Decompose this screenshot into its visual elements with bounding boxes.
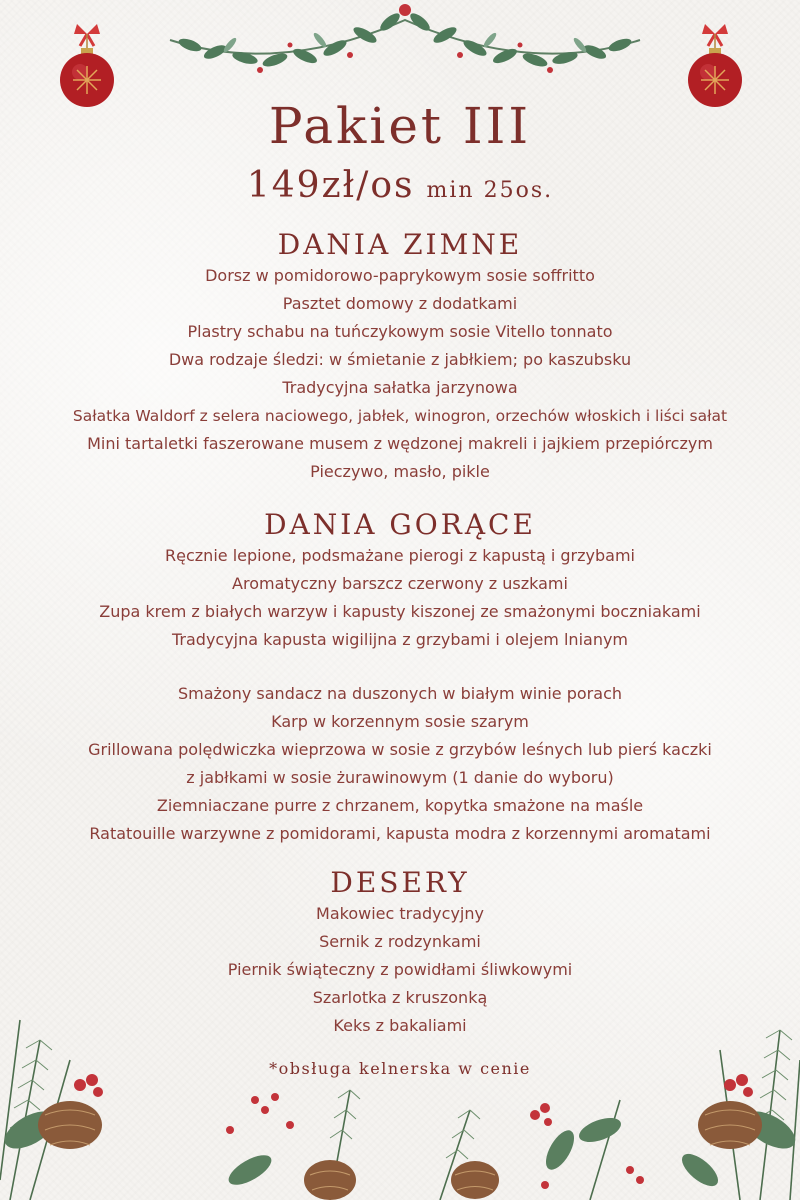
dish-item: Dorsz w pomidorowo-paprykowym sosie soffritto bbox=[205, 266, 595, 285]
dish-item: Keks z bakaliami bbox=[333, 1016, 467, 1035]
dish-item: Makowiec tradycyjny bbox=[316, 904, 484, 923]
dish-item: Plastry schabu na tuńczykowym sosie Vitello tonnato bbox=[187, 322, 613, 341]
dish-item: Karp w korzennym sosie szarym bbox=[271, 712, 529, 731]
dish-item: Smażony sandacz na duszonych w białym winie porach bbox=[177, 684, 622, 703]
dish-item: Ziemniaczane purre z chrzanem, kopytka smażone na maśle bbox=[156, 796, 644, 815]
dish-item: Ratatouille warzywne z pomidorami, kapusta modra z korzennymi aromatami bbox=[89, 824, 711, 843]
spacer bbox=[0, 654, 800, 680]
dish-list bbox=[0, 262, 800, 486]
dish-list bbox=[0, 542, 800, 848]
dish-item: Zupa krem z białych warzyw i kapusty kiszonej ze smażonymi boczniakami bbox=[99, 602, 701, 621]
price-row bbox=[0, 165, 800, 206]
section-cold-dishes bbox=[0, 228, 800, 486]
page-title: Pakiet III bbox=[268, 97, 532, 155]
dish-item: z jabłkami w sosie żurawinowym (1 danie do wyboru) bbox=[186, 768, 614, 787]
section-hot-dishes bbox=[0, 508, 800, 848]
dish-item: Sałatka Waldorf z selera naciowego, jabłek, winogron, orzechów włoskich i liści sałat bbox=[72, 407, 728, 425]
foliage-icon bbox=[0, 1000, 800, 1200]
section-heading: DESERY bbox=[330, 866, 470, 899]
section-heading: DANIA ZIMNE bbox=[277, 228, 523, 261]
dish-item: Pieczywo, masło, pikle bbox=[310, 462, 490, 481]
price-per-person: 149zł/os bbox=[246, 165, 415, 206]
dish-item: Tradycyjna sałatka jarzynowa bbox=[282, 378, 518, 397]
section-heading: DANIA GORĄCE bbox=[264, 508, 536, 541]
dish-item: Aromatyczny barszcz czerwony z uszkami bbox=[232, 574, 568, 593]
dish-item: Sernik z rodzynkami bbox=[319, 932, 481, 951]
dish-item: Dwa rodzaje śledzi: w śmietanie z jabłkiem; po kaszubsku bbox=[168, 350, 632, 369]
service-note: *obsługa kelnerska w cenie bbox=[269, 1059, 531, 1078]
dish-item: Ręcznie lepione, podsmażane pierogi z kapustą i grzybami bbox=[165, 546, 635, 565]
dish-item: Piernik świąteczny z powidłami śliwkowymi bbox=[227, 960, 573, 979]
minimum-guests: min 25os. bbox=[426, 178, 554, 203]
dish-item: Szarlotka z kruszonką bbox=[312, 988, 488, 1007]
dish-item: Grillowana polędwiczka wieprzowa w sosie z grzybów leśnych lub pierś kaczki bbox=[88, 740, 712, 759]
dish-item: Tradycyjna kapusta wigilijna z grzybami i olejem lnianym bbox=[171, 630, 629, 649]
garland-icon bbox=[160, 0, 650, 90]
dish-item: Pasztet domowy z dodatkami bbox=[282, 294, 518, 313]
dish-item: Mini tartaletki faszerowane musem z wędzonej makreli i jajkiem przepiórczym bbox=[87, 434, 713, 453]
